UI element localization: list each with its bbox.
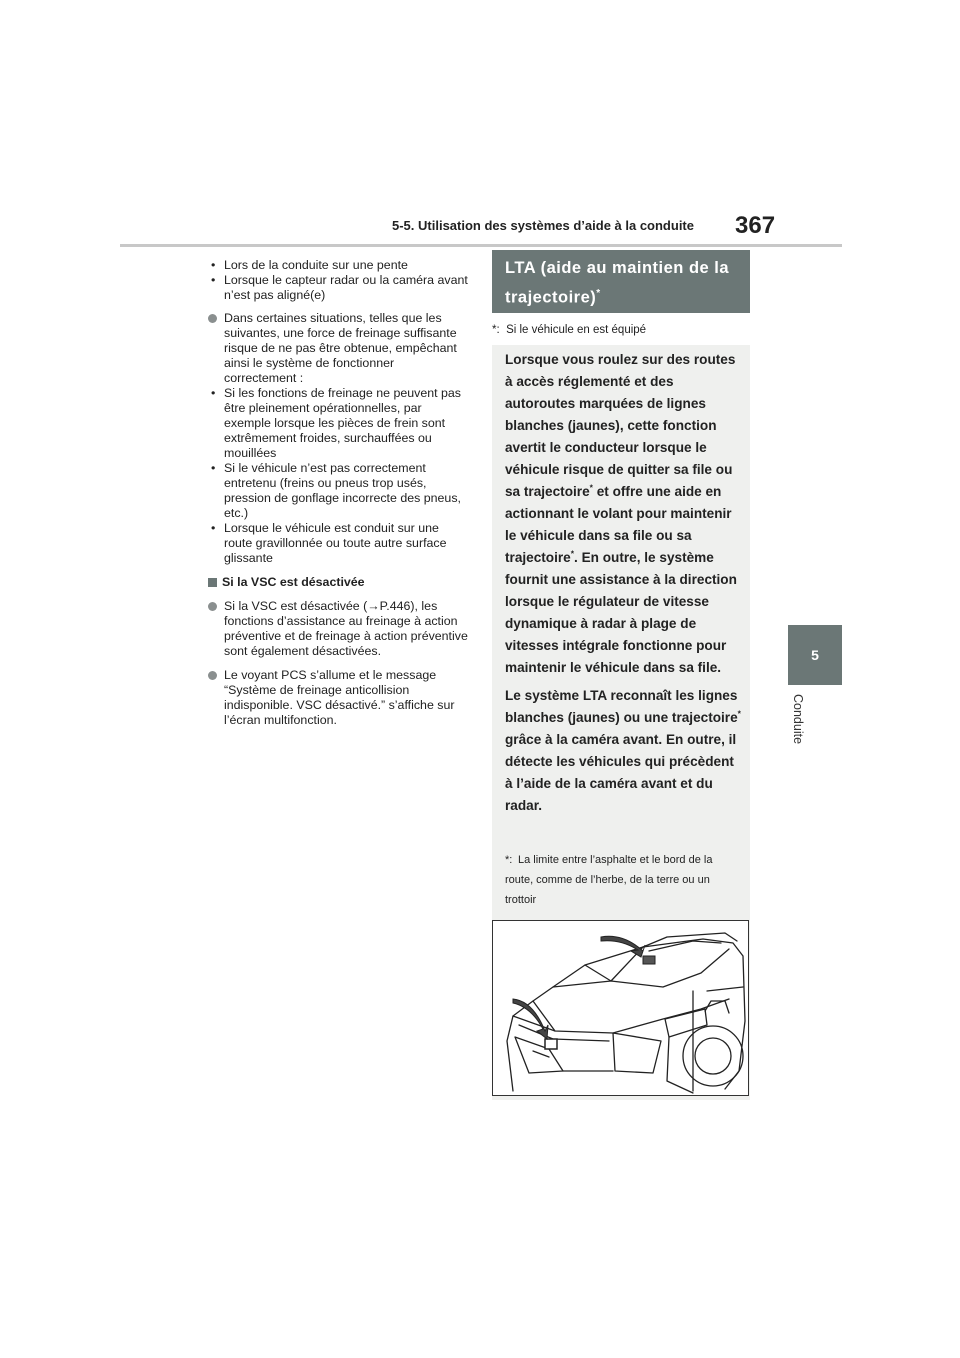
circle-bullet-icon bbox=[208, 671, 217, 680]
circle-bullet-icon bbox=[208, 602, 217, 611]
lta-heading-line1: LTA (aide au maintien de la bbox=[505, 259, 730, 277]
intro-list bbox=[210, 258, 468, 303]
note-mark: *: bbox=[492, 324, 500, 336]
lta-footnote bbox=[505, 850, 743, 910]
circle-bullet-icon bbox=[208, 314, 217, 323]
radar-marker bbox=[545, 1039, 557, 1049]
chapter-label bbox=[793, 694, 809, 754]
note-vsc-off bbox=[208, 599, 468, 659]
equipment-note bbox=[492, 324, 646, 336]
note-braking-force bbox=[210, 311, 468, 566]
lta-heading-line2: trajectoire) bbox=[505, 288, 597, 307]
note-pcs-indicator bbox=[208, 668, 468, 728]
section-title: 5-5. Utilisation des systèmes d’aide à la conduite bbox=[392, 218, 694, 233]
camera-arrow bbox=[601, 936, 645, 957]
chapter-label-text: Conduite bbox=[791, 694, 805, 745]
footnote-mark: *: bbox=[505, 854, 513, 866]
square-bullet-icon bbox=[208, 578, 217, 587]
note-text: Si la VSC est désactivée (→P.446), les fonctions d’assistance au freinage à action préventive et de freinage à action préventive sont également désactivées. bbox=[224, 599, 468, 658]
vsc-heading-text: Si la VSC est désactivée bbox=[222, 575, 365, 589]
car-drawing bbox=[493, 921, 748, 1095]
page-number: 367 bbox=[735, 212, 776, 239]
chapter-tab-number: 5 bbox=[811, 647, 819, 663]
list-item: • Lorsque le capteur radar ou la caméra avant n’est pas aligné(e) bbox=[210, 273, 468, 303]
left-column bbox=[210, 258, 468, 737]
chapter-tab[interactable] bbox=[788, 625, 842, 685]
footnote-text: La limite entre l’asphalte et le bord de la route, comme de l’herbe, de la terre ou un trottoir bbox=[505, 854, 713, 906]
camera-marker bbox=[643, 956, 655, 964]
note-text: Si le véhicule en est équipé bbox=[506, 324, 647, 336]
radar-arrow bbox=[513, 999, 548, 1039]
lta-paragraph-1: Lorsque vous roulez sur des routes à accès réglementé et des autoroutes marquées de lignes blanches (jaunes), cette fonction avertit le conducteur lorsque le véhicule risque de quitter sa file ou sa trajectoire* et offre une aide en actionnant le volant pour maintenir le véhicule dans sa file ou sa trajectoire*. En outre, le système fournit une assistance à la direction lorsque le régulateur de vitesse dynamique à radar à plage de vitesses intégrale fonctionne pour maintenir le véhicule dans sa file. bbox=[505, 352, 737, 675]
note-text: Dans certaines situations, telles que les suivantes, une force de freinage suffisante risque de ne pas être obtenue, empêchant ainsi le système de fonctionner correctement : bbox=[224, 311, 457, 385]
vsc-heading bbox=[208, 575, 468, 590]
car-illustration bbox=[492, 920, 749, 1096]
note-text: Le voyant PCS s’allume et le message “Système de freinage anticollision indisponible. VSC désactivé.” s’affiche sur l’écran multifonction. bbox=[224, 668, 455, 727]
lta-description-box bbox=[492, 345, 750, 1100]
lta-intro bbox=[505, 349, 743, 823]
list-item: • Si les fonctions de freinage ne peuvent pas être pleinement opérationnelles, par exemple lorsque les pièces de frein sont extrêmement froides, surchauffées ou mouillées bbox=[210, 386, 468, 461]
list-item: • Lors de la conduite sur une pente bbox=[210, 258, 468, 273]
list-item: • Si le véhicule n’est pas correctement entretenu (freins ou pneus trop usés, pression de gonflage incorrecte des pneus, etc.) bbox=[210, 461, 468, 521]
lta-paragraph-2: Le système LTA reconnaît les lignes blanches (jaunes) ou une trajectoire* grâce à la caméra avant. En outre, il détecte les véhicules qui précèdent à l’aide de la caméra avant et du radar. bbox=[505, 688, 741, 813]
list-item: • Lorsque le véhicule est conduit sur une route gravillonnée ou toute autre surface glissante bbox=[210, 521, 468, 566]
header-divider bbox=[120, 244, 842, 247]
lta-heading bbox=[492, 250, 750, 313]
asterisk: * bbox=[596, 288, 601, 299]
